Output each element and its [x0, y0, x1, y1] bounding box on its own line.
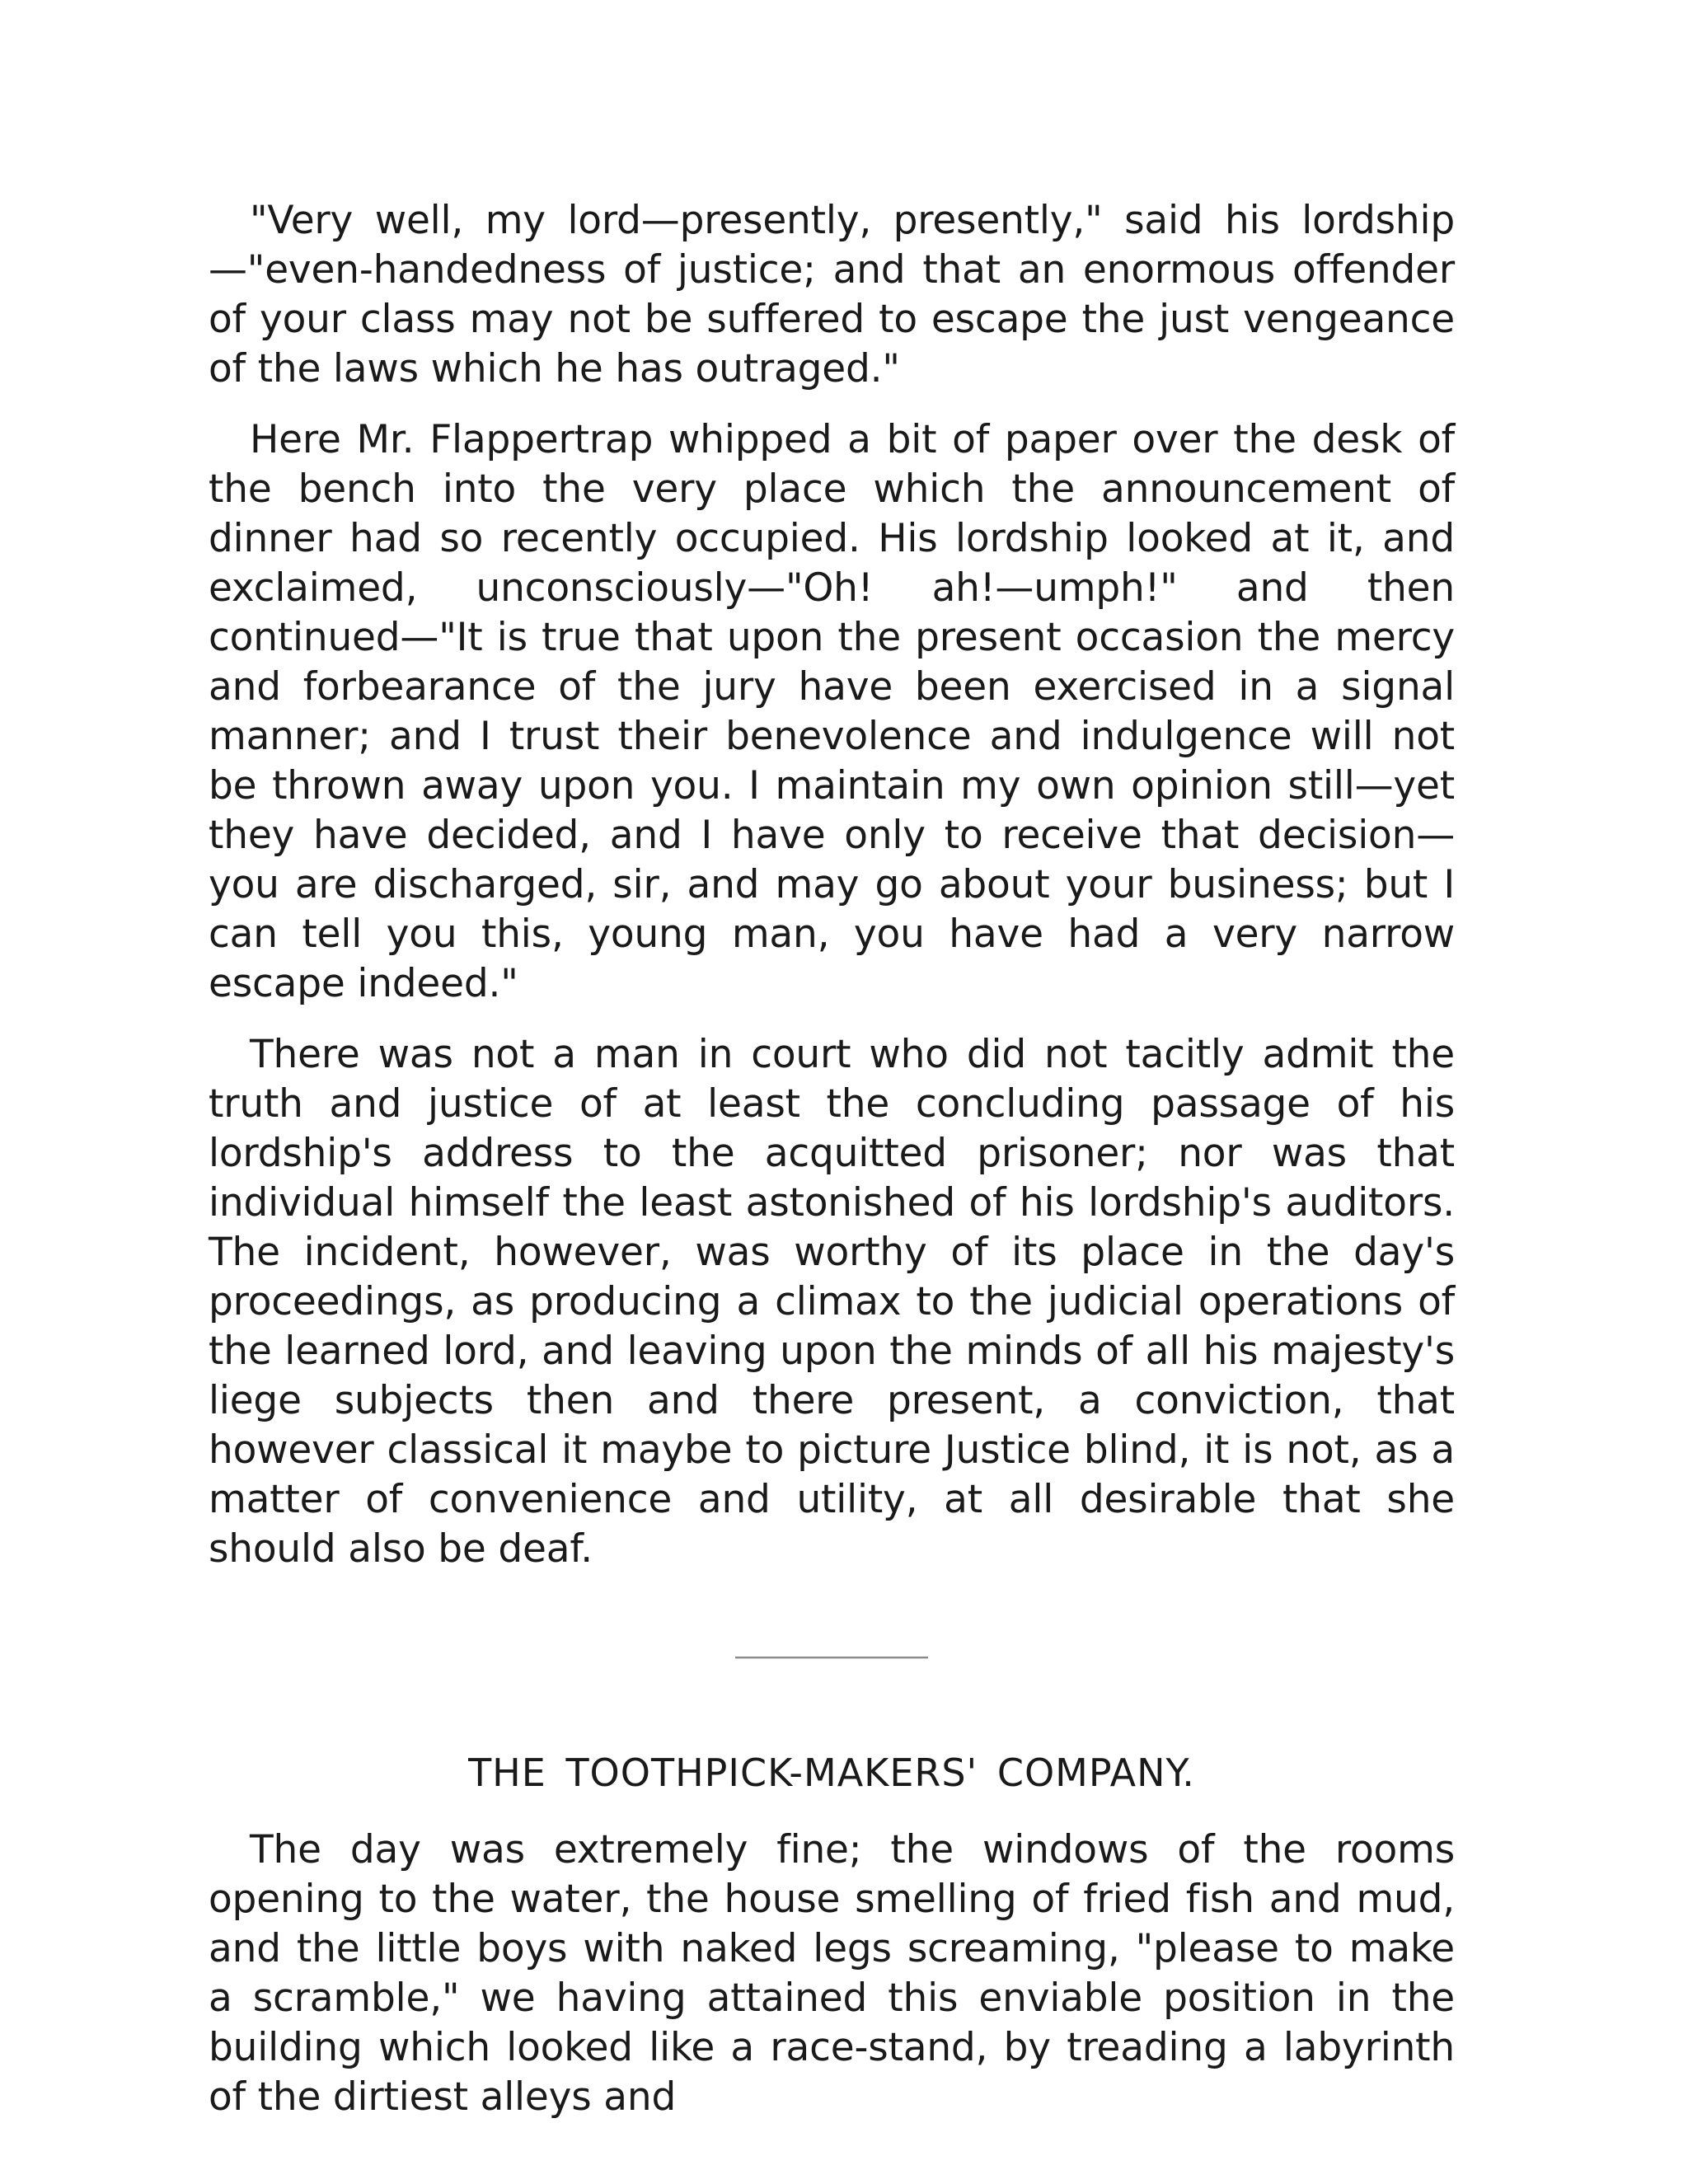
- paragraph-3: There was not a man in court who did not tacitly admit the truth and justice of at least the concluding passage of his lordship's address to the acquitted prisoner; nor was that individual himself the least astonished of his lordship's auditors. The incident, however, was worthy of its place in the day's proceedings, as producing a climax to the judicial operations of the learned lord, and leaving upon the minds of all his majesty's liege subjects then and there present, a conviction, that however classical it maybe to picture Justice blind, it is not, as a matter of convenience and utility, at all desirable that she should also be deaf.: [209, 1032, 1455, 1572]
- paragraph-2: Here Mr. Flappertrap whipped a bit of paper over the desk of the bench into the very place which the announcement of dinner had so recently occupied. His lordship looked at it, and exclaimed, unconsciously—"Oh! ah!—umph!" and then continued—"It is true that upon the present occasion the mercy and forbearance of the jury have been exercised in a signal manner; and I trust their benevolence and indulgence will not be thrown away upon you. I maintain my own opinion still—yet they have decided, and I have only to receive that decision—you are discharged, sir, and may go about your business; but I can tell you this, young man, you have had a very narrow escape indeed.": [209, 417, 1455, 1006]
- paragraph-1: "Very well, my lord—presently, presently," said his lordship —"even-handedness of justice; and that an enormous offender of your class may not be suffered to escape the just vengeance of the laws which he has outraged.": [209, 198, 1455, 391]
- section-divider: [735, 1657, 928, 1659]
- chapter-heading: THE TOOTHPICK-MAKERS' COMPANY.: [468, 1750, 1195, 1795]
- book-page: [209, 196, 1455, 2144]
- paragraph-4: The day was extremely fine; the windows of the rooms opening to the water, the house smelling of fried fish and mud, and the little boys with naked legs screaming, "please to make a scramble," we having attained this enviable position in the building which looked like a race-stand, by treading a labyrinth of the dirtiest alleys and: [209, 1827, 1455, 2120]
